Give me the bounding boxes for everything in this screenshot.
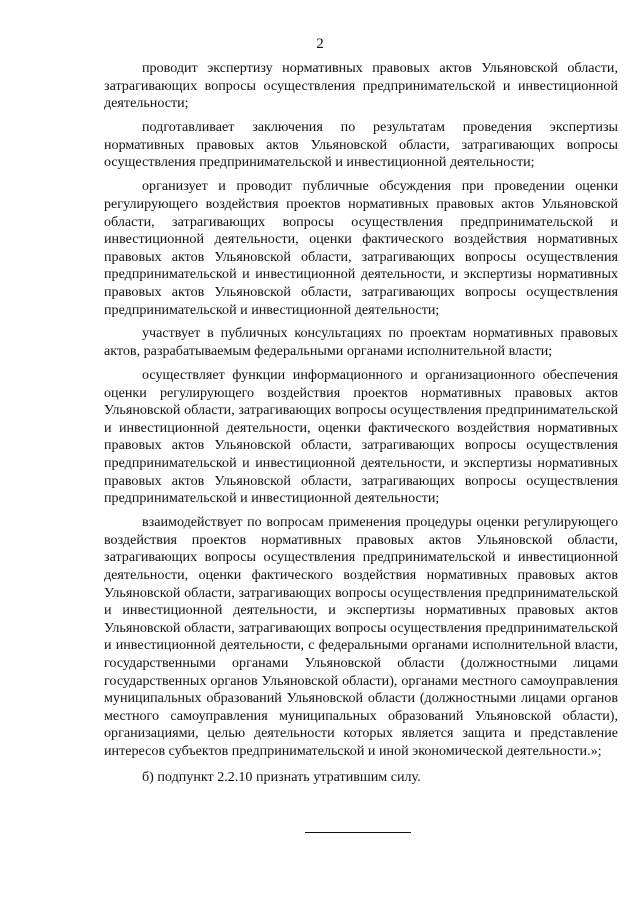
paragraph: организует и проводит публичные обсуждения при проведении оценки регулирующего воздействия проектов нормативных правовых актов Ульяновской области, затрагивающих вопросы осуществления предпринимательской и инвестиционной деятельности, оценки фактического воздействия нормативных правовых актов Ульяновской области, затрагивающих вопросы осуществления предпринимательской и инвестиционной деятельности, и экспертизы нормативных правовых актов Ульяновской области, затрагивающих вопросы осуществления предпринимательской и инвестиционной деятельности; (104, 178, 618, 318)
paragraph: участвует в публичных консультациях по проектам нормативных правовых актов, разрабатываемым федеральными органами исполнительной власти; (104, 325, 618, 360)
end-divider (305, 832, 411, 833)
paragraph: подготавливает заключения по результатам проведения экспертизы нормативных правовых актов Ульяновской области, затрагивающих вопросы осуществления предпринимательской и инвестиционной деятельности; (104, 119, 618, 171)
paragraph: взаимодействует по вопросам применения процедуры оценки регулирующего воздействия проектов нормативных правовых актов Ульяновской области, затрагивающих вопросы осуществления предпринимательской и инвестиционной деятельности, оценки фактического воздействия нормативных правовых актов Ульяновской области, затрагивающих вопросы осуществления предпринимательской и инвестиционной деятельности, и экспертизы нормативных правовых актов Ульяновской области, затрагивающих вопросы осуществления предпринимательской и инвестиционной деятельности, с федеральными органами исполнительной власти, государственными органами Ульяновской области (должностными лицами государственных органов Ульяновской области), органами местного самоуправления муниципальных образований Ульяновской области (должностными лицами органов местного самоуправления муниципальных образований Ульяновской области), организациями, целью деятельности которых является защита и представление интересов субъектов предпринимательской и иной экономической деятельности.»; (104, 514, 618, 759)
closing-paragraph: б) подпункт 2.2.10 признать утратившим силу. (142, 768, 421, 785)
paragraph: осуществляет функции информационного и организационного обеспечения оценки регулирующего воздействия проектов нормативных правовых актов Ульяновской области, затрагивающих вопросы осуществления предпринимательской и инвестиционной деятельности, оценки фактического воздействия нормативных правовых актов Ульяновской области, затрагивающих вопросы осуществления предпринимательской и инвестиционной деятельности, и экспертизы нормативных правовых актов Ульяновской области, затрагивающих вопросы осуществления предпринимательской и инвестиционной деятельности; (104, 367, 618, 507)
paragraph: проводит экспертизу нормативных правовых актов Ульяновской области, затрагивающих вопросы осуществления предпринимательской и инвестиционной деятельности; (104, 60, 618, 112)
page-number: 2 (316, 36, 324, 52)
document-body (104, 60, 618, 793)
